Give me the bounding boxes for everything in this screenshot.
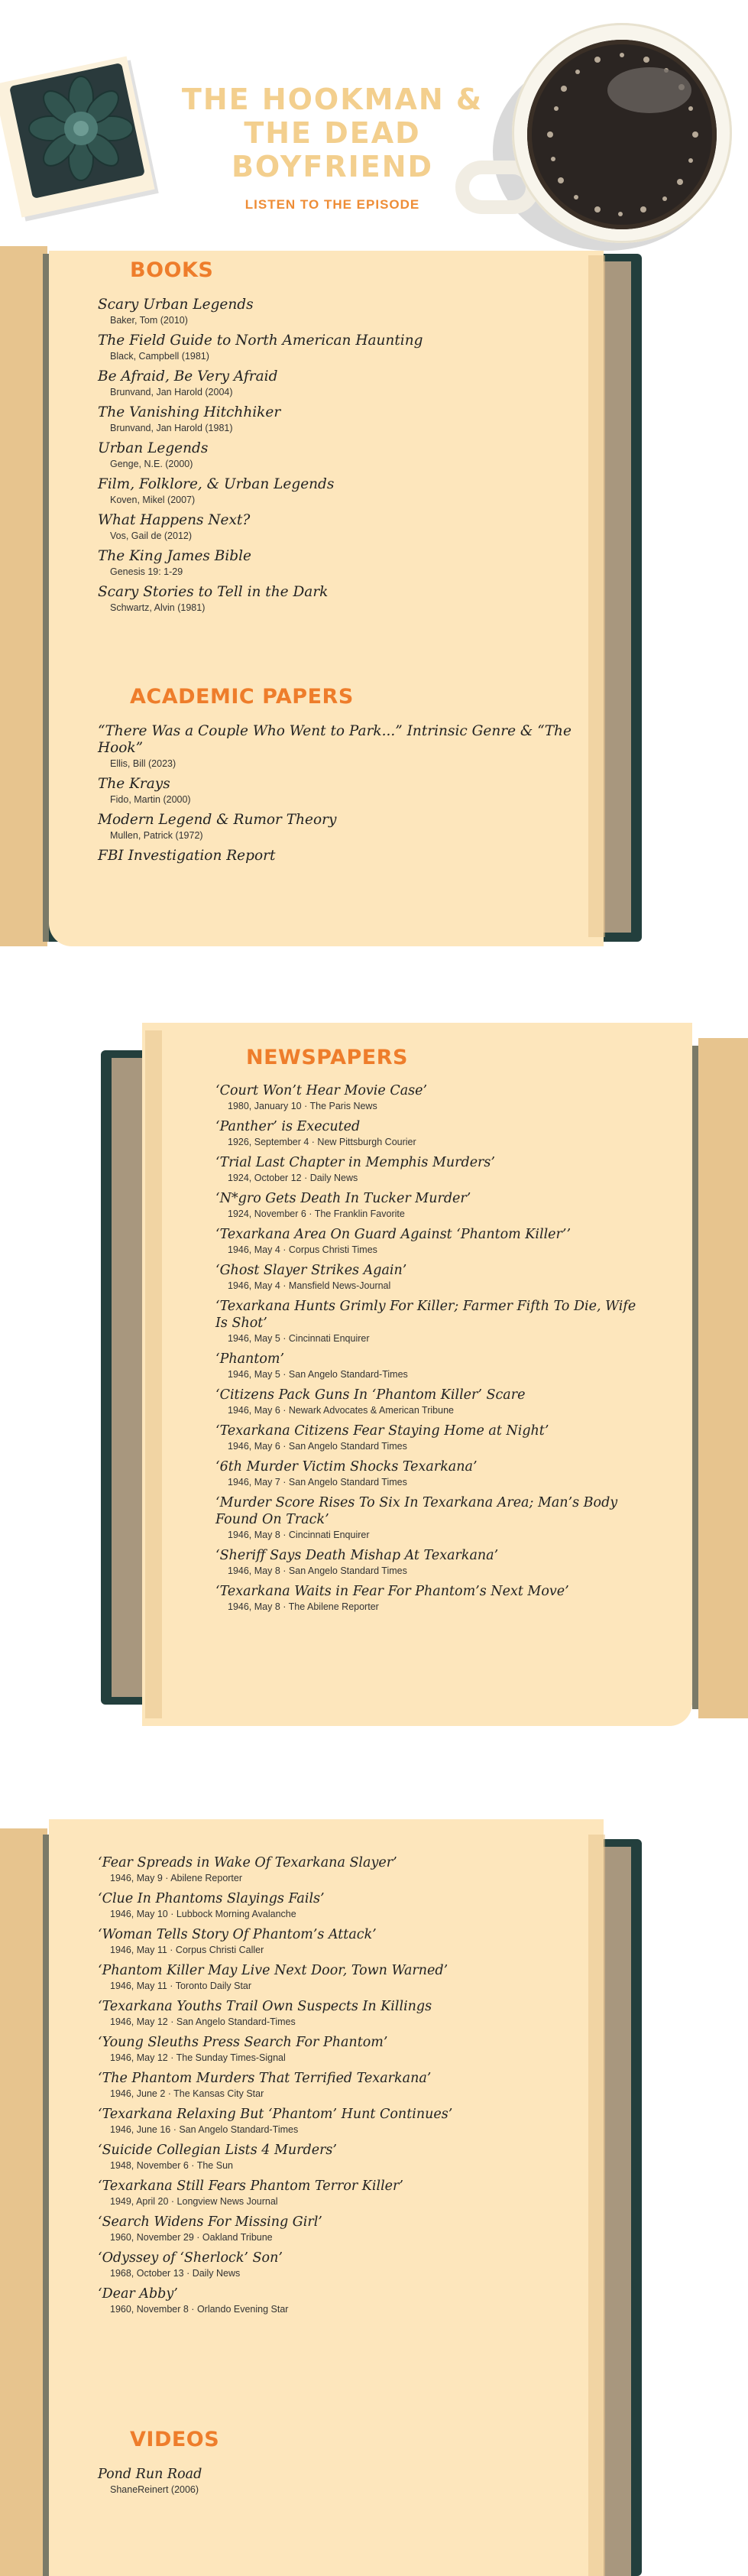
entry-source: 1946, May 5 · Cincinnati Enquirer	[228, 1333, 370, 1344]
title-line-2: THE DEAD	[244, 116, 421, 150]
entry-source: 1946, May 4 · Corpus Christi Times	[228, 1244, 377, 1255]
entry-title: Be Afraid, Be Very Afraid	[98, 368, 278, 384]
entry-title: Scary Stories to Tell in the Dark	[98, 584, 329, 600]
list-item[interactable]	[98, 2250, 587, 2279]
entry-title: ‘Young Sleuths Press Search For Phantom’	[98, 2035, 388, 2050]
newspapers-list-continued	[98, 1854, 587, 2321]
entry-title: FBI Investigation Report	[98, 848, 276, 864]
videos-list	[98, 2466, 587, 2502]
list-item[interactable]	[98, 548, 587, 578]
entry-source: 1960, November 8 · Orlando Evening Star	[110, 2304, 289, 2315]
entry-source: Brunvand, Jan Harold (2004)	[110, 387, 233, 397]
entry-source: Schwartz, Alvin (1981)	[110, 602, 206, 613]
entry-source: 1946, May 4 · Mansfield News-Journal	[228, 1280, 391, 1291]
entry-title: ‘Odyssey of ‘Sherlock’ Son’	[98, 2250, 283, 2266]
entry-title: ‘Court Won’t Hear Movie Case’	[215, 1083, 428, 1098]
list-item[interactable]	[98, 2142, 587, 2172]
newspapers-heading: NEWSPAPERS	[246, 1046, 408, 1069]
entry-source: 1946, May 10 · Lubbock Morning Avalanche	[110, 1909, 296, 1919]
entry-title: ‘Texarkana Area On Guard Against ‘Phantom Killer’’	[215, 1227, 572, 1242]
entry-source: Black, Campbell (1981)	[110, 351, 209, 362]
list-item[interactable]	[98, 2178, 587, 2208]
coffee-reflection	[607, 67, 691, 113]
entry-source: Fido, Martin (2000)	[110, 794, 191, 805]
entry-title: ‘Murder Score Rises To Six In Texarkana Area; Man’s Body Found On Track’	[215, 1495, 618, 1527]
entry-title: ‘Woman Tells Story Of Phantom’s Attack’	[98, 1927, 377, 1942]
spine	[692, 1046, 698, 1709]
newspapers-list	[215, 1082, 643, 1619]
entry-title: Urban Legends	[98, 440, 209, 456]
list-item[interactable]	[98, 2214, 587, 2243]
list-item[interactable]	[98, 2070, 587, 2100]
entry-source: 1968, October 13 · Daily News	[110, 2268, 241, 2279]
list-item[interactable]	[98, 512, 587, 542]
entry-title: ‘Texarkana Citizens Fear Staying Home at Night’	[215, 1423, 549, 1439]
entry-source: Vos, Gail de (2012)	[110, 530, 193, 541]
list-item[interactable]	[98, 333, 587, 362]
entry-title: ‘Texarkana Still Fears Phantom Terror Killer’	[98, 2179, 403, 2194]
listen-episode-link[interactable]: LISTEN TO THE EPISODE	[244, 197, 420, 212]
right-page-fold	[698, 1038, 748, 1718]
list-item[interactable]	[98, 2286, 587, 2315]
page-edge	[604, 1847, 631, 2576]
list-item[interactable]	[215, 1387, 643, 1416]
title-line-1: THE HOOKMAN &	[181, 83, 484, 116]
entry-source: Brunvand, Jan Harold (1981)	[110, 423, 233, 433]
entry-source: 1946, May 8 · The Abilene Reporter	[228, 1601, 379, 1612]
list-item[interactable]	[98, 404, 587, 434]
entry-source: 1946, May 9 · Abilene Reporter	[110, 1873, 243, 1883]
list-item[interactable]	[215, 1118, 643, 1148]
entry-title: ‘Phantom Killer May Live Next Door, Town Warned’	[98, 1963, 448, 1978]
entry-source: Genge, N.E. (2000)	[110, 459, 193, 469]
entry-title: Pond Run Road	[98, 2467, 202, 2482]
page-shade	[145, 1030, 162, 1718]
entry-source: 1949, April 20 · Longview News Journal	[110, 2196, 278, 2207]
entry-source: 1948, November 6 · The Sun	[110, 2160, 233, 2171]
entry-title: Film, Folklore, & Urban Legends	[98, 476, 335, 492]
list-item[interactable]	[98, 1926, 587, 1956]
list-item[interactable]	[98, 1854, 587, 1884]
entry-title: The Krays	[98, 776, 170, 792]
entry-title: ‘The Phantom Murders That Terrified Texarkana’	[98, 2071, 432, 2086]
entry-source: 1946, May 8 · San Angelo Standard Times	[228, 1565, 407, 1576]
page-shade	[588, 1835, 605, 2576]
entry-source: Baker, Tom (2010)	[110, 315, 188, 326]
entry-source: 1946, May 11 · Corpus Christi Caller	[110, 1945, 264, 1955]
entry-title: ‘Citizens Pack Guns In ‘Phantom Killer’ Scare	[215, 1387, 526, 1403]
left-page-fold	[0, 246, 47, 946]
list-item[interactable]	[215, 1298, 643, 1345]
list-item[interactable]	[98, 2034, 587, 2064]
entry-source: 1946, June 2 · The Kansas City Star	[110, 2088, 264, 2099]
entry-source: ShaneReinert (2006)	[110, 2484, 199, 2495]
list-item[interactable]	[98, 1890, 587, 1920]
succulent-plant-icon	[28, 75, 134, 182]
entry-source: Koven, Mikel (2007)	[110, 495, 196, 505]
entry-source: 1980, January 10 · The Paris News	[228, 1101, 377, 1111]
list-item[interactable]	[215, 1154, 643, 1184]
entry-source: Genesis 19: 1-29	[110, 566, 183, 577]
papers-list	[98, 723, 602, 871]
page-edge	[604, 261, 631, 933]
entry-source: 1946, May 5 · San Angelo Standard-Times	[228, 1369, 408, 1380]
entry-title: ‘Texarkana Hunts Grimly For Killer; Farmer Fifth To Die, Wife Is Shot’	[215, 1299, 636, 1331]
videos-heading: VIDEOS	[130, 2428, 220, 2451]
list-item[interactable]	[98, 1998, 587, 2028]
entry-title: ‘Texarkana Youths Trail Own Suspects In Killings	[98, 1999, 432, 2014]
entry-title: ‘Sheriff Says Death Mishap At Texarkana’	[215, 1548, 499, 1563]
entry-title: The Vanishing Hitchhiker	[98, 404, 281, 420]
papers-heading: ACADEMIC PAPERS	[130, 685, 354, 709]
list-item[interactable]	[98, 2466, 587, 2496]
entry-source: 1946, May 11 · Toronto Daily Star	[110, 1981, 252, 1991]
entry-source: 1946, May 7 · San Angelo Standard Times	[228, 1477, 407, 1488]
entry-title: The Field Guide to North American Haunting	[98, 333, 423, 349]
list-item[interactable]	[215, 1082, 643, 1112]
entry-source: 1924, October 12 · Daily News	[228, 1173, 358, 1183]
entry-title: ‘Trial Last Chapter in Memphis Murders’	[215, 1155, 495, 1170]
list-item[interactable]	[98, 1962, 587, 1992]
entry-title: ‘Dear Abby’	[98, 2286, 178, 2302]
list-item[interactable]	[98, 776, 602, 806]
page-title	[164, 83, 500, 183]
entry-title: ‘Panther’ is Executed	[215, 1119, 361, 1134]
list-item[interactable]	[98, 812, 602, 842]
list-item[interactable]	[98, 368, 587, 398]
page-edge	[112, 1058, 142, 1697]
entry-source: 1946, May 8 · Cincinnati Enquirer	[228, 1530, 370, 1540]
list-item[interactable]	[215, 1494, 643, 1541]
entry-title: ‘Phantom’	[215, 1351, 285, 1367]
entry-title: ‘Ghost Slayer Strikes Again’	[215, 1263, 407, 1278]
list-item[interactable]	[98, 848, 602, 865]
list-item[interactable]	[215, 1583, 643, 1613]
coffee-bubbles	[527, 40, 717, 229]
entry-source: 1946, May 6 · San Angelo Standard Times	[228, 1441, 407, 1452]
spine	[43, 1835, 49, 2576]
list-item[interactable]	[215, 1458, 643, 1488]
entry-source: Ellis, Bill (2023)	[110, 758, 176, 769]
title-line-3: BOYFRIEND	[231, 150, 434, 183]
entry-title: ‘Texarkana Relaxing But ‘Phantom’ Hunt Continues’	[98, 2107, 453, 2122]
entry-source: 1946, May 12 · The Sunday Times-Signal	[110, 2052, 286, 2063]
entry-title: What Happens Next?	[98, 512, 251, 528]
list-item[interactable]	[98, 297, 587, 326]
list-item[interactable]	[98, 2106, 587, 2136]
list-item[interactable]	[98, 440, 587, 470]
entry-title: ‘Texarkana Waits in Fear For Phantom’s Next Move’	[215, 1584, 569, 1599]
entry-source: 1926, September 4 · New Pittsburgh Courier	[228, 1137, 416, 1147]
entry-title: Modern Legend & Rumor Theory	[98, 812, 337, 828]
entry-source: 1960, November 29 · Oakland Tribune	[110, 2232, 273, 2243]
list-item[interactable]	[98, 723, 602, 770]
entry-title: ‘6th Murder Victim Shocks Texarkana’	[215, 1459, 478, 1475]
entry-title: ‘Suicide Collegian Lists 4 Murders’	[98, 2143, 337, 2158]
left-page-fold	[0, 1828, 47, 2576]
list-item[interactable]	[215, 1547, 643, 1577]
books-heading: BOOKS	[130, 258, 214, 282]
entry-title: Scary Urban Legends	[98, 297, 254, 313]
list-item[interactable]	[215, 1351, 643, 1380]
entry-source: Mullen, Patrick (1972)	[110, 830, 203, 841]
entry-title: ‘Fear Spreads in Wake Of Texarkana Slayer’	[98, 1855, 397, 1870]
spine	[43, 254, 49, 942]
entry-title: ‘Search Widens For Missing Girl’	[98, 2214, 322, 2230]
list-item[interactable]	[215, 1190, 643, 1220]
list-item[interactable]	[98, 476, 587, 506]
entry-title: “There Was a Couple Who Went to Park...” Intrinsic Genre & “The Hook”	[98, 723, 572, 756]
entry-source: 1946, May 12 · San Angelo Standard-Times	[110, 2016, 296, 2027]
entry-source: 1946, May 6 · Newark Advocates & American Tribune	[228, 1405, 454, 1416]
entry-source: 1924, November 6 · The Franklin Favorite	[228, 1209, 405, 1219]
entry-source: 1946, June 16 · San Angelo Standard-Times	[110, 2124, 299, 2135]
entry-title: ‘N*gro Gets Death In Tucker Murder’	[215, 1191, 471, 1206]
list-item[interactable]	[215, 1262, 643, 1292]
list-item[interactable]	[98, 584, 587, 614]
entry-title: ‘Clue In Phantoms Slayings Fails’	[98, 1891, 325, 1906]
entry-title: The King James Bible	[98, 548, 251, 564]
list-item[interactable]	[215, 1423, 643, 1452]
list-item[interactable]	[215, 1226, 643, 1256]
books-list	[98, 297, 587, 620]
